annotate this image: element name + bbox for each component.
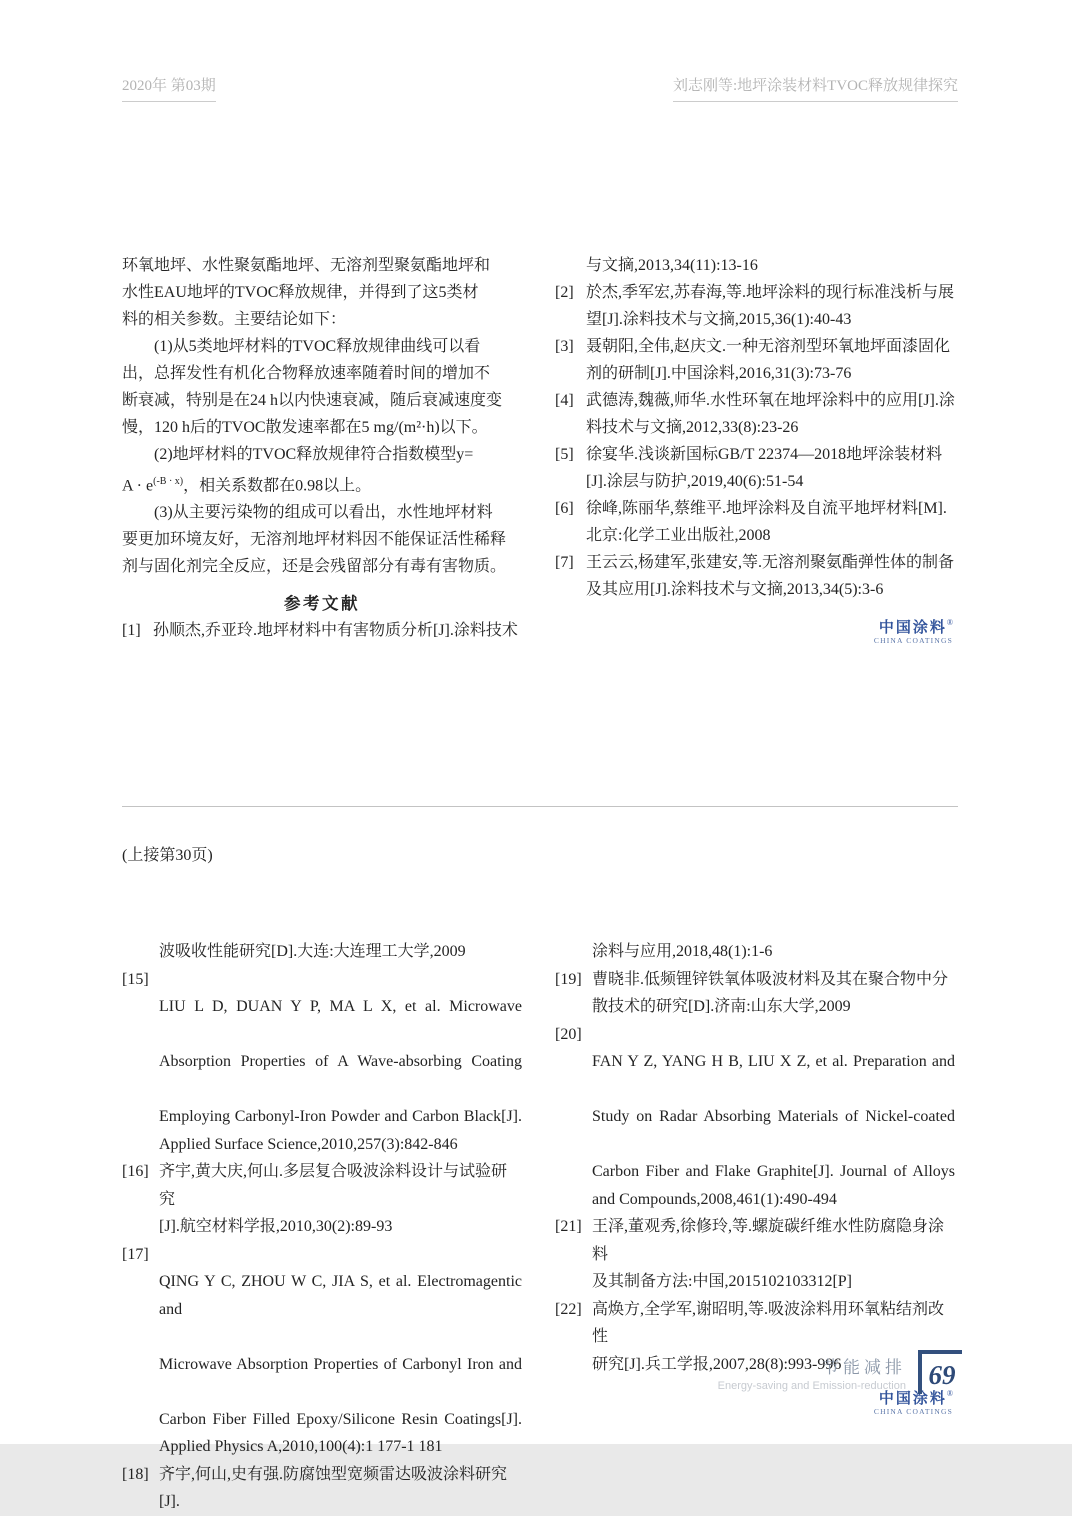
reference-line: 涂料与应用,2018,48(1):1-6 <box>592 943 773 960</box>
reference-number: [15] <box>122 970 149 988</box>
reference-line: Microwave Absorption Properties of Carbonyl Iron and <box>159 1355 522 1373</box>
reference-number: [3] <box>555 338 574 355</box>
section-divider <box>122 806 958 807</box>
reference-line: 及其应用[J].涂料技术与文摘,2013,34(5):3-6 <box>586 581 884 598</box>
body-line: 料的相关参数。主要结论如下： <box>122 311 347 328</box>
registered-mark-icon: ® <box>946 1389 953 1398</box>
reference-number: [5] <box>555 446 574 463</box>
reference-line: 料技术与文摘,2012,33(8):23-26 <box>586 419 799 436</box>
body-line: 剂与固化剂完全反应，还是会残留部分有毒有害物质。 <box>122 558 507 576</box>
reference-line: Carbon Fiber Filled Epoxy/Silicone Resin Coatings[J]. <box>159 1410 522 1428</box>
reference-line: [20] FAN Y Z, YANG H B, LIU X Z, et al. Preparation and <box>555 1021 955 1076</box>
body-line: 出，总挥发性有机化合物释放速率随着时间的增加不 <box>122 365 491 382</box>
reference-line: [16] 齐宇,黄大庆,何山.多层复合吸波涂料设计与试验研究 <box>122 1158 522 1213</box>
references-first-line <box>122 617 522 644</box>
page-number-bracket <box>918 1350 962 1394</box>
reference-line: 波吸收性能研究[D].大连:大连理工大学,2009 <box>159 943 466 960</box>
references-list <box>555 252 955 603</box>
body-line: 慢，120 h后的TVOC散发速率都在5 mg/(m²·h)以下。 <box>122 419 488 436</box>
bottom-section <box>122 938 958 1516</box>
formula-line <box>122 468 522 499</box>
reference-line: [22] 高焕方,全学军,谢昭明,等.吸波涂料用环氧粘结剂改性 <box>555 1296 955 1351</box>
reference-line: [19] 曹晓非.低频锂锌铁氧体吸波材料及其在聚合物中分 <box>555 966 955 994</box>
header-issue: 2020年 第03期 <box>122 74 216 102</box>
reference-number: [4] <box>555 392 574 409</box>
footer-section <box>718 1353 906 1392</box>
formula-post: ，相关系数都在0.98以上。 <box>183 477 372 495</box>
logo-subtitle: CHINA COATINGS <box>873 635 953 645</box>
formula-exponent: (-B · x) <box>153 476 184 487</box>
reference-line: [18] 齐宇,何山,史有强.防腐蚀型宽频雷达吸波涂料研究[J]. <box>122 1461 522 1516</box>
page-number: 69 <box>928 1359 956 1390</box>
reference-line: [1] 孙顺杰,乔亚玲.地坪材料中有害物质分析[J].涂料技术 <box>122 617 522 644</box>
conclusion-column <box>122 252 522 645</box>
reference-line: [17] QING Y C, ZHOU W C, JIA S, et al. Electromagentic and <box>122 1241 522 1324</box>
top-section <box>122 252 958 645</box>
reference-line: Applied Surface Science,2010,257(3):842-846 <box>159 1135 458 1153</box>
registered-mark-icon: ® <box>946 618 953 627</box>
reference-line: Carbon Fiber and Flake Graphite[J]. Journal of Alloys <box>592 1163 955 1180</box>
body-line: (1)从5类地坪材料的TVOC释放规律曲线可以看 <box>154 338 481 355</box>
reference-line: 研究[J].兵工学报,2007,28(8):993-996 <box>592 1355 842 1373</box>
conclusion-lines-a <box>122 252 522 468</box>
reference-line: 剂的研制[J].中国涂料,2016,31(3):73-76 <box>586 365 852 382</box>
body-line: (3)从主要污染物的组成可以看出，水性地坪材料 <box>154 504 493 522</box>
continuation-note: (上接第30页) <box>122 847 213 864</box>
reference-number: [16] <box>122 1163 149 1180</box>
page-footer <box>718 1350 962 1394</box>
body-line: (2)地坪材料的TVOC释放规律符合指数模型y= <box>154 446 474 463</box>
references-list <box>122 938 522 1516</box>
reference-line: Absorption Properties of A Wave-absorbing Coating <box>159 1053 522 1070</box>
reference-number: [21] <box>555 1218 582 1235</box>
reference-number: [1] <box>122 622 141 640</box>
reference-line: [J].涂层与防护,2019,40(6):51-54 <box>586 473 804 490</box>
reference-line: [3] 聂朝阳,全伟,赵庆文.一种无溶剂型环氧地坪面漆固化 <box>555 333 955 360</box>
reference-line: 及其制备方法:中国,2015102103312[P] <box>592 1273 853 1290</box>
reference-line: 望[J].涂料技术与文摘,2015,36(1):40-43 <box>586 311 852 328</box>
references-bottom-left-column <box>122 938 522 1516</box>
reference-number: [2] <box>555 284 574 301</box>
reference-line: [6] 徐峰,陈丽华,蔡维平.地坪涂料及自流平地坪材料[M]. <box>555 495 955 522</box>
reference-line: Applied Physics A,2010,100(4):1 177-1 181 <box>159 1438 443 1455</box>
references-list <box>555 938 955 1378</box>
footer-section-title: 节能减排 <box>822 1357 906 1377</box>
page-header <box>122 74 958 102</box>
reference-number: [19] <box>555 970 582 988</box>
body-line: 要更加环境友好，无溶剂地坪材料因不能保证活性稀释 <box>122 531 507 549</box>
reference-line: 与文摘,2013,34(11):13-16 <box>586 257 758 274</box>
reference-line: [21] 王泽,董观秀,徐修玲,等.螺旋碳纤维水性防腐隐身涂料 <box>555 1213 955 1268</box>
reference-line: [J].航空材料学报,2010,30(2):89-93 <box>159 1218 393 1235</box>
reference-number: [22] <box>555 1300 582 1318</box>
reference-line: [2] 於杰,季军宏,苏春海,等.地坪涂料的现行标准浅析与展 <box>555 279 955 306</box>
reference-line: [15] LIU L D, DUAN Y P, MA L X, et al. Microwave <box>122 966 522 1021</box>
formula-pre: A · e <box>122 477 154 495</box>
conclusion-lines-b <box>122 499 522 580</box>
logo-name: 中国涂料 <box>878 620 947 636</box>
reference-line: 北京:化学工业出版社,2008 <box>586 527 771 544</box>
reference-number: [17] <box>122 1245 149 1263</box>
reference-number: [18] <box>122 1465 149 1483</box>
logo-name: 中国涂料 <box>878 1391 947 1407</box>
reference-number: [6] <box>555 500 574 517</box>
references-heading: 参考文献 <box>284 594 360 614</box>
body-line: 环氧地坪、水性聚氨酯地坪、无溶剂型聚氨酯地坪和 <box>122 257 491 274</box>
china-coatings-logo <box>555 619 953 645</box>
body-line: 断衰减，特别是在24 h以内快速衰减，随后衰减速度变 <box>122 392 503 409</box>
reference-line: [7] 王云云,杨建军,张建安,等.无溶剂聚氨酯弹性体的制备 <box>555 549 955 576</box>
references-top-right-column <box>555 252 955 645</box>
reference-line: Employing Carbonyl-Iron Powder and Carbon Black[J]. <box>159 1108 522 1125</box>
reference-number: [20] <box>555 1025 582 1043</box>
logo-subtitle: CHINA COATINGS <box>873 1406 953 1416</box>
body-line: 水性EAU地坪的TVOC释放规律，并得到了这5类材 <box>122 284 479 301</box>
reference-line: [4] 武德涛,魏薇,师华.水性环氧在地坪涂料中的应用[J].涂 <box>555 387 955 414</box>
reference-line: [5] 徐宴华.浅谈新国标GB/T 22374—2018地坪涂装材料 <box>555 441 955 468</box>
reference-line: 散技术的研究[D].济南:山东大学,2009 <box>592 998 851 1015</box>
footer-section-subtitle: Energy-saving and Emission-reduction <box>717 1379 906 1392</box>
reference-line: and Compounds,2008,461(1):490-494 <box>592 1190 837 1208</box>
header-running-title: 刘志刚等:地坪涂装材料TVOC释放规律探究 <box>673 74 958 102</box>
references-bottom-right-column <box>555 938 955 1516</box>
reference-number: [7] <box>555 554 574 571</box>
reference-line: Study on Radar Absorbing Materials of Nickel-coated <box>592 1108 955 1125</box>
